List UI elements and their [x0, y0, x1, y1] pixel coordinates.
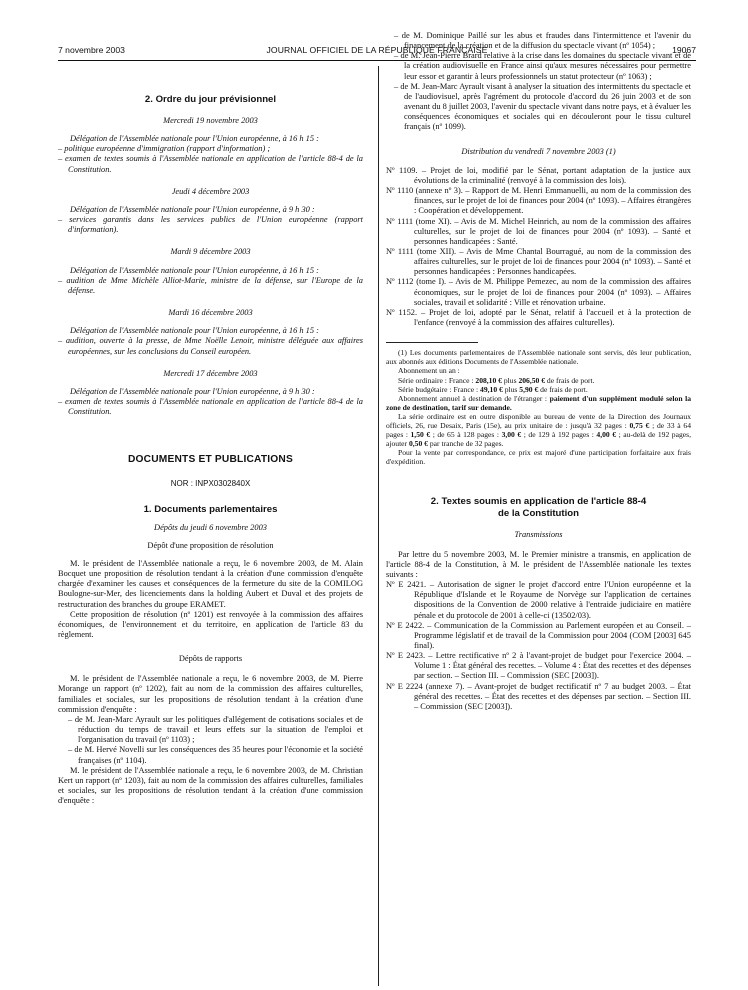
- meeting-item: – audition, ouverte à la presse, de Mme Noëlle Lenoir, ministre déléguée aux affaires européennes, sur les conclusions du Conseil européen.: [58, 336, 363, 356]
- nor-reference: NOR : INPX0302840X: [170, 479, 251, 489]
- meeting-date: Mardi 16 décembre 2003: [168, 308, 253, 318]
- commission-item: – de M. Dominique Paillé sur les abus et fraudes dans l'intermittence et l'avenir du financement de la création et de la diffusion du spectacle vivant (nº 1054) ;: [394, 31, 691, 51]
- footnote-correspondance: Pour la vente par correspondance, ce prix est majoré d'une participation forfaitaire aux frais d'expédition.: [386, 448, 691, 467]
- meeting-item: – services garantis dans les services publics de l'Union européenne (rapport d'information).: [58, 215, 363, 235]
- distribution-title: Distribution du vendredi 7 novembre 2003 (1): [461, 146, 616, 156]
- meeting-4: [58, 308, 363, 357]
- meeting-date: Mardi 9 décembre 2003: [170, 247, 251, 257]
- footnote-etranger: Abonnement annuel à destination de l'étranger : paiement d'un supplément modulé selon la zone de destination, tarif sur demande.: [386, 393, 692, 412]
- footnote-vente: La série ordinaire est en outre disponible au bureau de vente de la Direction des Journaux officiels, 26, rue Desaix, Paris (15e), au prix unitaire de : jusqu'à 32 pages : 0,75 € ; de 33 à 64 pages : 1,50 € ; de 65 à 128 pages : 3,00 € ; de 129 à 192 pages : 4,00 € ; au-delà de 192 pages, ajouter 0,50 € par tranche de 32 pages.: [386, 411, 692, 449]
- meeting-item: – politique européenne d'immigration (rapport d'information) ;: [58, 144, 271, 154]
- footnote-serie-budgetaire: Série budgétaire : France : 49,10 € plus 5,90 € de frais de port.: [398, 384, 588, 394]
- subsection-title-depot-resolution: Dépôt d'une proposition de résolution: [147, 540, 274, 550]
- section-title-documents-publications: DOCUMENTS ET PUBLICATIONS: [128, 454, 293, 466]
- footnote: [386, 348, 691, 466]
- distribution-item: Nº 1110 (annexe nº 3). – Rapport de M. Henri Emmanuelli, au nom de la commission des finances, sur le projet de loi de finances pour 2004 (nº 1093). – Affaires étrangères : Coopération et développement.: [386, 186, 691, 216]
- distribution-item: Nº 1109. – Projet de loi, modifié par le Sénat, portant adaptation de la justice aux évolutions de la criminalité (renvoyé à la commission des lois).: [386, 165, 691, 185]
- column-divider: [378, 66, 379, 986]
- meeting-5: [58, 369, 363, 418]
- distribution-item: Nº 1111 (tome XI). – Avis de M. Michel Heinrich, au nom de la commission des affaires culturelles, sur le projet de loi de finances pour 2004 (nº 1093). – Santé et personnes handicapées : Santé.: [386, 216, 691, 246]
- commission-item: – de M. Jean-Marc Ayrault visant à analyser la situation des intermittents du spectacle et de l'audiovisuel, après l'agrément du protocole d'accord du 26 juin 2003 et de son avenant du 8 juillet 2003, l'avenir du spectacle vivant dans notre pays, et à évaluer les conséquences économiques et sociales qui en découleront pour le tissu culturel français (nº 1099).: [394, 81, 691, 132]
- meeting-intro: Délégation de l'Assemblée nationale pour l'Union européenne, à 16 h 15 :: [70, 265, 319, 275]
- footnote-rule: [386, 342, 478, 343]
- paragraph-depot-resolution: M. le président de l'Assemblée nationale a reçu, le 6 novembre 2003, de M. Alain Bocquet une proposition de résolution tendant à la création d'une commission d'enquête chargée d'examiner les causes et conséquences de la fermeture du site de la COMILOG Boulogne-sur-Mer, des licenciements dans la holding Aubert et Duval et des projets de restructuration des branches du groupe ERAMET.: [58, 558, 363, 609]
- header-page-number: 19067: [672, 45, 696, 55]
- meeting-date: Jeudi 4 décembre 2003: [171, 186, 250, 196]
- section-title-ordre-du-jour: 2. Ordre du jour prévisionnel: [144, 94, 277, 105]
- commission-item: – de M. Jean-Pierre Brard relative à la crise dans les domaines du spectacle vivant et de la création audiovisuelle en France ainsi qu'aux mesures nécessaires pour permettre leur essor et garantir à leurs professionnels un statut protecteur (nº 1063) ;: [394, 51, 691, 81]
- texte-item: Nº E 2421. – Autorisation de signer le projet d'accord entre l'Union européenne et la République d'Islande et le Royaume de Norvège sur l'application de certaines dispositions de la Convention de 2000 relative à l'entraide judiciaire en matière pénale et du protocole de 2001 à celle-ci (13502/03).: [386, 580, 691, 620]
- meeting-intro: Délégation de l'Assemblée nationale pour l'Union européenne, à 16 h 15 :: [70, 326, 319, 336]
- meeting-1: [58, 116, 363, 175]
- meeting-date: Mercredi 17 décembre 2003: [163, 368, 258, 378]
- paragraph-transmissions: Par lettre du 5 novembre 2003, M. le Premier ministre a transmis, en application de l'article 88-4 de la Constitution, à M. le président de l'Assemblée nationale les textes suivants :: [386, 549, 691, 579]
- meeting-item: – examen de textes soumis à l'Assemblée nationale en application de l'article 88-4 de la Constitution.: [58, 154, 363, 174]
- distribution-item: Nº 1111 (tome XII). – Avis de Mme Chantal Bourragué, au nom de la commission des affaires culturelles, sur le projet de loi de finances pour 2004 (nº 1093). – Santé et personnes handicapées : Personnes handicapées.: [386, 246, 691, 277]
- distribution-item: Nº 1112 (tome I). – Avis de M. Philippe Pemezec, au nom de la commission des affaires économiques, sur le projet de loi de finances pour 2004 (nº 1093). – Affaires sociales, travail et solidarité : Ville et rénovation urbaine.: [386, 277, 691, 307]
- meeting-intro: Délégation de l'Assemblée nationale pour l'Union européenne, à 9 h 30 :: [70, 386, 315, 396]
- rapport-item: – de M. Jean-Marc Ayrault sur les politiques d'allégement de cotisations sociales et de réduction du temps de travail et leurs effets sur la situation de l'emploi et l'organisation du travail (nº 1103) ;: [68, 714, 363, 745]
- section-title-textes-88-4: 2. Textes soumis en application de l'article 88-4 de la Constitution: [430, 496, 647, 520]
- header-date: 7 novembre 2003: [58, 45, 125, 55]
- meeting-intro: Délégation de l'Assemblée nationale pour l'Union européenne, à 16 h 15 :: [70, 134, 319, 144]
- left-column: [58, 68, 363, 806]
- header-journal-title: JOURNAL OFFICIEL DE LA RÉPUBLIQUE FRANÇAISE: [266, 45, 488, 55]
- footnote-serie-ordinaire: Série ordinaire : France : 208,10 € plus 206,50 € de frais de port.: [398, 375, 595, 385]
- distribution-item: Nº 1152. – Projet de loi, adopté par le Sénat, relatif à l'accueil et à la protection de l'enfance (renvoyé à la commission des affaires culturelles).: [386, 307, 691, 328]
- meeting-item: – audition de Mme Michèle Alliot-Marie, ministre de la défense, sur l'Europe de la défense.: [58, 275, 363, 295]
- footnote-abonnement: Abonnement un an :: [398, 366, 460, 376]
- subsection-title-depot-rapports: Dépôts de rapports: [178, 654, 243, 664]
- docs-date: Dépôts du jeudi 6 novembre 2003: [154, 522, 267, 532]
- texte-item: Nº E 2423. – Lettre rectificative nº 2 à l'avant-projet de budget pour l'exercice 2004. – Volume 1 : État général des recettes. – Volume 4 : État des recettes et des dépenses par section. – Section III. – Commission (SEC [2003]).: [386, 651, 691, 681]
- rapport-item: – de M. Hervé Novelli sur les conséquences des 35 heures pour l'économie et la société françaises (nº 1104).: [68, 745, 363, 765]
- meeting-2: [58, 187, 363, 236]
- texte-item: Nº E 2422. – Communication de la Commission au Parlement européen et au Conseil. – Programme législatif et de travail de la Commission pour 2004 (COM [2003] 645 final).: [386, 620, 691, 650]
- meeting-date: Mercredi 19 novembre 2003: [163, 116, 258, 125]
- texte-item: Nº E 2224 (annexe 7). – Avant-projet de budget rectificatif nº 7 au budget 2003. – État général des recettes. – État des recettes et des dépenses par section. – Section III. – Commission (SEC [2003]).: [386, 681, 691, 711]
- transmissions-title: Transmissions: [514, 530, 563, 540]
- paragraph-rapport-kert: M. le président de l'Assemblée nationale a reçu, le 6 novembre 2003, de M. Christian Kert un rapport (nº 1203), fait au nom de la commission des affaires culturelles, familiales et sociales, sur les propositions de résolution tendant à la création d'une commission d'enquête :: [58, 765, 363, 806]
- meeting-intro: Délégation de l'Assemblée nationale pour l'Union européenne, à 9 h 30 :: [70, 204, 315, 214]
- meeting-item: – examen de textes soumis à l'Assemblée nationale en application de l'article 88-4 de la Constitution.: [58, 396, 363, 417]
- footnote-intro: (1) Les documents parlementaires de l'Assemblée nationale sont servis, dès leur publication, aux abonnés aux éditions Documents de l'Assemblée nationale.: [386, 348, 691, 367]
- paragraph-renvoi: Cette proposition de résolution (nº 1201) est renvoyée à la commission des affaires économiques, de l'environnement et du territoire, en application de l'article 83 du règlement.: [58, 609, 363, 639]
- paragraph-rapport-morange: M. le président de l'Assemblée nationale a reçu, le 6 novembre 2003, de M. Pierre Morange un rapport (nº 1202), fait au nom de la commission des affaires culturelles, familiales et sociales, sur les propositions de résolution tendant à la création d'une commission d'enquête :: [58, 674, 363, 714]
- section-title-documents-parlementaires: 1. Documents parlementaires: [143, 503, 278, 515]
- meeting-3: [58, 247, 363, 296]
